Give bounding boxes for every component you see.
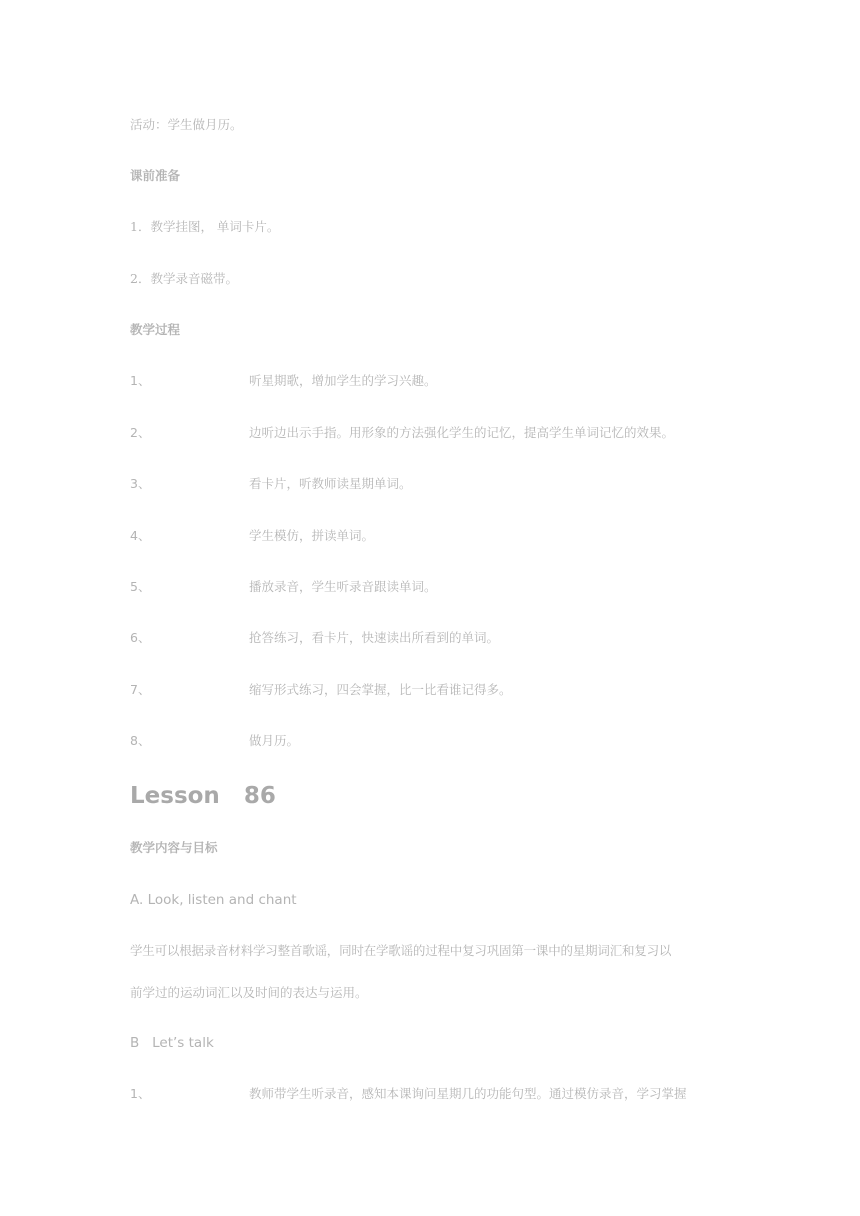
section-b-title: B Let’s talk [130, 1035, 214, 1051]
step-text: 听星期歌，增加学生的学习兴趣。 [249, 373, 437, 388]
step-number: 4、 [130, 528, 151, 543]
prep-item: 1．教学挂图， 单词卡片。 [130, 219, 280, 234]
step-text: 边听边出示手指。用形象的方法强化学生的记忆，提高学生单词记忆的效果。 [249, 425, 675, 440]
prep-item: 2．教学录音磁带。 [130, 271, 238, 286]
step-text: 播放录音，学生听录音跟读单词。 [249, 579, 437, 594]
step-number: 8、 [130, 733, 151, 748]
prep-heading: 课前准备 [130, 168, 181, 183]
step-text: 缩写形式练习，四会掌握，比一比看谁记得多。 [249, 682, 512, 697]
activity-line: 活动：学生做月历。 [130, 117, 243, 132]
step-text: 教师带学生听录音，感知本课询问星期几的功能句型。通过模仿录音，学习掌握 [249, 1086, 687, 1101]
process-heading: 教学过程 [130, 322, 181, 337]
step-text: 抢答练习，看卡片，快速读出所看到的单词。 [249, 630, 500, 645]
section-a-title: A. Look, listen and chant [130, 892, 297, 908]
step-text: 学生模仿，拼读单词。 [249, 528, 375, 543]
content-heading: 教学内容与目标 [130, 840, 218, 855]
step-number: 5、 [130, 579, 151, 594]
step-text: 看卡片，听教师读星期单词。 [249, 476, 412, 491]
step-number: 3、 [130, 476, 151, 491]
section-a-paragraph-line: 前学过的运动词汇以及时间的表达与运用。 [130, 985, 368, 1000]
step-number: 7、 [130, 682, 151, 697]
lesson-title: Lesson 86 [130, 783, 276, 809]
section-a-paragraph-line: 学生可以根据录音材料学习整首歌谣，同时在学歌谣的过程中复习巩固第一课中的星期词汇和复习以 [130, 943, 672, 958]
step-text: 做月历。 [249, 733, 300, 748]
step-number: 1、 [130, 1086, 151, 1101]
step-number: 2、 [130, 425, 151, 440]
step-number: 1、 [130, 373, 151, 388]
step-number: 6、 [130, 630, 151, 645]
